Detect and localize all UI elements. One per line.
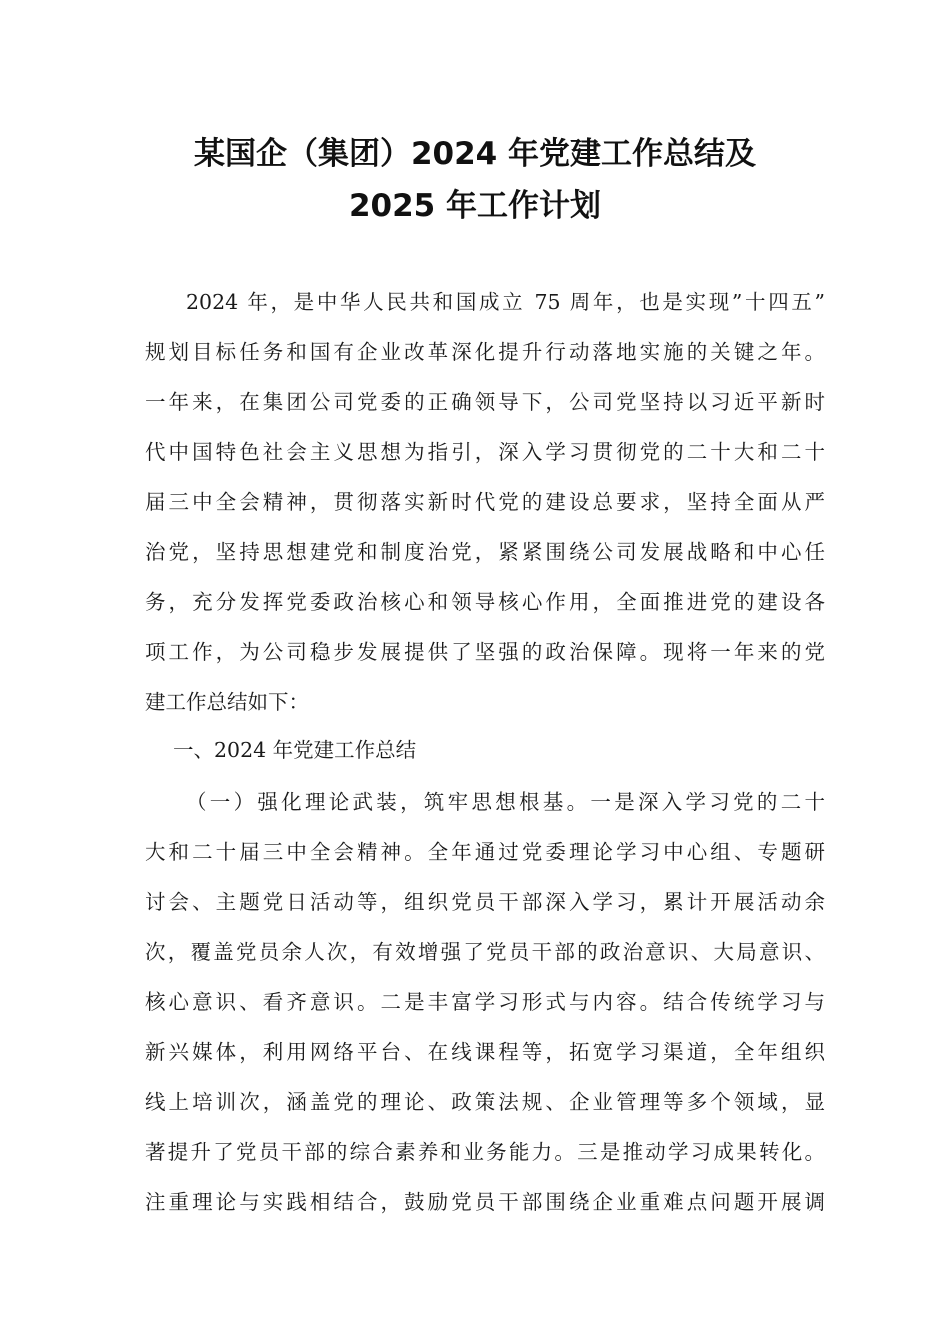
subsection-line-9: 注重理论与实践相结合，鼓励党员干部围绕企业重难点问题开展调 <box>145 1190 825 1214</box>
subsection-line-6: 新兴媒体，利用网络平台、在线课程等，拓宽学习渠道，全年组织 <box>145 1040 825 1064</box>
intro-line-3: 一年来，在集团公司党委的正确领导下，公司党坚持以习近平新时 <box>145 390 825 414</box>
subsection-line-5: 核心意识、看齐意识。二是丰富学习形式与内容。结合传统学习与 <box>145 990 825 1014</box>
intro-line-1: 2024 年，是中华人民共和国成立 75 周年，也是实现”十四五” <box>186 290 825 314</box>
subsection-line-4: 次，覆盖党员余人次，有效增强了党员干部的政治意识、大局意识、 <box>145 940 825 964</box>
subsection-line-1: （一）强化理论武装，筑牢思想根基。一是深入学习党的二十 <box>186 790 825 814</box>
subsection-line-2: 大和二十届三中全会精神。全年通过党委理论学习中心组、专题研 <box>145 840 825 864</box>
intro-line-6: 治党，坚持思想建党和制度治党，紧紧围绕公司发展战略和中心任 <box>145 540 825 564</box>
intro-line-2: 规划目标任务和国有企业改革深化提升行动落地实施的关键之年。 <box>145 340 825 364</box>
intro-line-5: 届三中全会精神，贯彻落实新时代党的建设总要求，坚持全面从严 <box>145 490 825 514</box>
section-heading: 一、2024 年党建工作总结 <box>173 738 417 762</box>
intro-line-8: 项工作，为公司稳步发展提供了坚强的政治保障。现将一年来的党 <box>145 640 825 664</box>
document-title <box>0 128 950 232</box>
subsection-line-3: 讨会、主题党日活动等，组织党员干部深入学习，累计开展活动余 <box>145 890 825 914</box>
intro-line-4: 代中国特色社会主义思想为指引，深入学习贯彻党的二十大和二十 <box>145 440 825 464</box>
intro-line-7: 务，充分发挥党委政治核心和领导核心作用，全面推进党的建设各 <box>145 590 825 614</box>
subsection-line-7: 线上培训次，涵盖党的理论、政策法规、企业管理等多个领域，显 <box>145 1090 825 1114</box>
title-line-1: 某国企（集团）2024 年党建工作总结及 <box>193 136 757 172</box>
title-line-2: 2025 年工作计划 <box>348 188 602 224</box>
intro-line-9: 建工作总结如下： <box>145 690 309 714</box>
subsection-line-8: 著提升了党员干部的综合素养和业务能力。三是推动学习成果转化。 <box>145 1140 825 1164</box>
